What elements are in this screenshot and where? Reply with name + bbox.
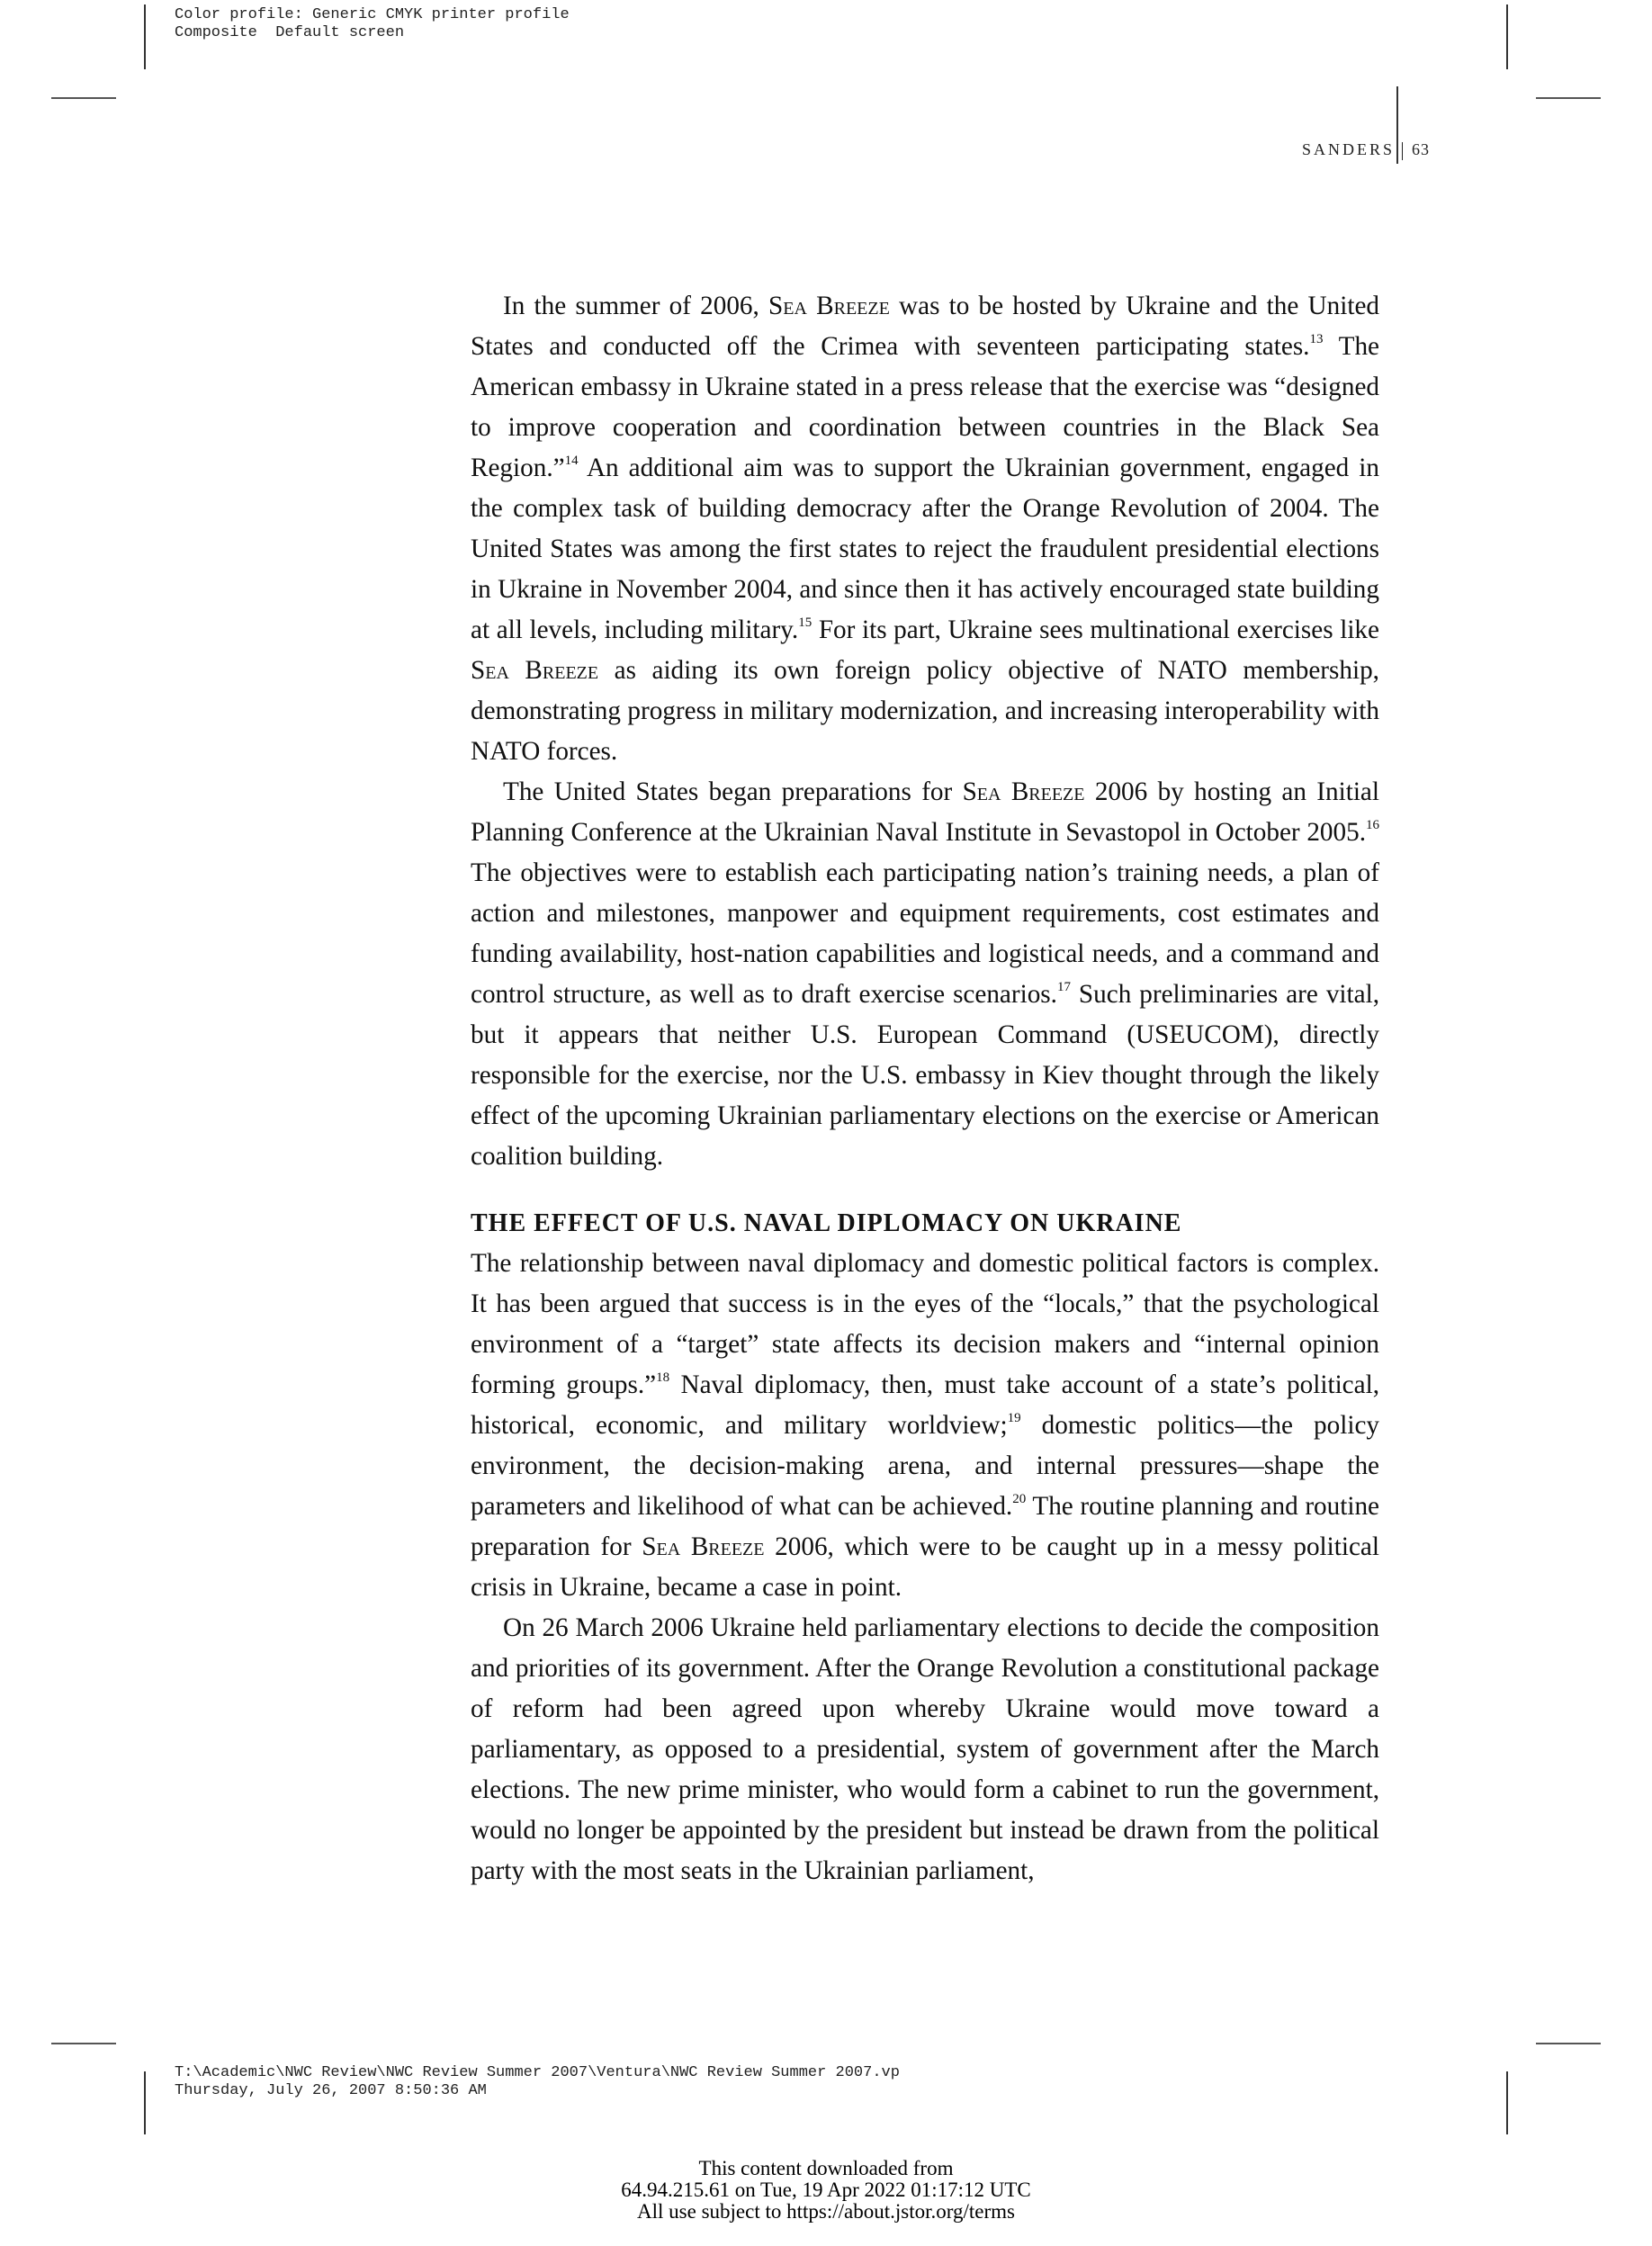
printer-profile-info <box>175 6 570 42</box>
article-body <box>471 286 1379 1891</box>
crop-mark-bottom-left-horizontal <box>51 2043 116 2044</box>
footnote-ref-18: 18 <box>656 1370 670 1385</box>
paragraph-3: The relationship between naval diplomacy and domestic political factors is complex. It has been argued that success is in the eyes of the “locals,” that the psychological environment of a “target” state affects its decision makers and “internal opinion forming groups.”$^{18}$ Naval diplomacy, then, must take account of a state’s political, historical, economic, and military worldview;$^{19}$ domestic politics—the policy environment, the decision-making arena, and internal pressures—shape the parameters and likelihood of what can be achieved.$^{20}$ The routine planning and routine preparation for Sea Breeze 2006, which were to be caught up in a messy political crisis in Ukraine, became a case in point. <box>471 1249 1380 1602</box>
paragraph-1: In the summer of 2006, Sea Breeze was to be hosted by Ukraine and the United States and conducted off the Crimea with seventeen participating states.$^{13}$ The American embassy in Ukraine stated in a press release that the exercise was “designed to improve cooperation and coordination between countries in the Black Sea Region.”$^{14}$ An additional aim was to support the Ukrainian government, engaged in the complex task of building democracy after the Orange Revolution of 2004. The United States was among the first states to reject the fraudulent presidential elections in Ukraine in November 2004, and since then it has actively encouraged state building at all levels, including military.$^{15}$ For its part, Ukraine sees multinational exercises like Sea Breeze as aiding its own foreign policy objective of NATO membership, demonstrating progress in military modernization, and increasing interoperability with NATO forces. <box>471 292 1379 766</box>
footnote-ref-14: 14 <box>564 454 579 468</box>
jstor-line-1: This content downloaded from <box>698 2157 954 2179</box>
crop-mark-top-right-vertical <box>1506 4 1508 69</box>
jstor-download-notice <box>0 2158 1652 2223</box>
page-number: 63 <box>1412 140 1430 158</box>
exercise-name: Sea Breeze <box>471 656 599 685</box>
crop-mark-bottom-right-vertical <box>1506 2071 1508 2134</box>
footnote-ref-16: 16 <box>1366 818 1379 832</box>
running-head <box>1302 140 1430 160</box>
slug-timestamp: Thursday, July 26, 2007 8:50:36 AM <box>175 2082 487 2099</box>
exercise-name: Sea Breeze <box>962 777 1085 806</box>
jstor-line-2: 64.94.215.61 on Tue, 19 Apr 2022 01:17:12 UTC <box>621 2179 1031 2201</box>
paragraph-2: The United States began preparations for Sea Breeze 2006 by hosting an Initial Planning Conference at the Ukrainian Naval Institute in Sevastopol in October 2005.16 The objectives were to establish each participating nation’s training needs, a plan of action and milestones, manpower and equipment requirements, cost estimates and funding availability, host-nation capabilities and logistical needs, and a command and control structure, as well as to draft exercise scenarios.$^{17}$ Such preliminaries are vital, but it appears that neither U.S. European Command (USEUCOM), directly responsible for the exercise, nor the U.S. embassy in Kiev thought through the likely effect of the upcoming Ukrainian parliamentary elections on the exercise or American coalition building. <box>471 777 1379 1171</box>
footnote-ref-19: 19 <box>1007 1411 1021 1425</box>
crop-mark-top-left-vertical <box>144 4 146 69</box>
section-heading: THE EFFECT OF U.S. NAVAL DIPLOMACY ON UKRAINE <box>471 1209 1182 1237</box>
footnote-ref-17: 17 <box>1056 980 1071 994</box>
crop-mark-top-left-horizontal <box>51 97 116 99</box>
footnote-ref-13: 13 <box>1309 332 1324 346</box>
crop-mark-bottom-right-horizontal <box>1536 2043 1601 2044</box>
crop-mark-bottom-left-vertical <box>144 2071 146 2134</box>
profile-line-2: Composite Default screen <box>175 24 405 41</box>
exercise-name: Sea Breeze <box>768 292 890 320</box>
jstor-terms-link[interactable]: All use subject to https://about.jstor.org/terms <box>637 2200 1015 2223</box>
running-head-author: SANDERS <box>1301 140 1395 158</box>
slug-path: T:\Academic\NWC Review\NWC Review Summer 2007\Ventura\NWC Review Summer 2007.vp <box>175 2064 900 2081</box>
profile-line-1: Color profile: Generic CMYK printer profile <box>175 6 570 23</box>
footnote-ref-20: 20 <box>1012 1492 1027 1506</box>
footnote-ref-15: 15 <box>798 615 813 630</box>
crop-mark-top-right-horizontal <box>1536 97 1601 99</box>
file-slug <box>175 2064 900 2100</box>
running-head-separator <box>1402 142 1403 160</box>
paragraph-4: On 26 March 2006 Ukraine held parliamentary elections to decide the composition and priorities of its government. After the Orange Revolution a constitutional package of reform had been agreed upon whereby Ukraine would move toward a parliamentary, as opposed to a presidential, system of government after the March elections. The new prime minister, who would form a cabinet to run the government, would no longer be appointed by the president but instead be drawn from the political party with the most seats in the Ukrainian parliament, <box>471 1613 1379 1885</box>
exercise-name: Sea Breeze <box>642 1532 765 1561</box>
